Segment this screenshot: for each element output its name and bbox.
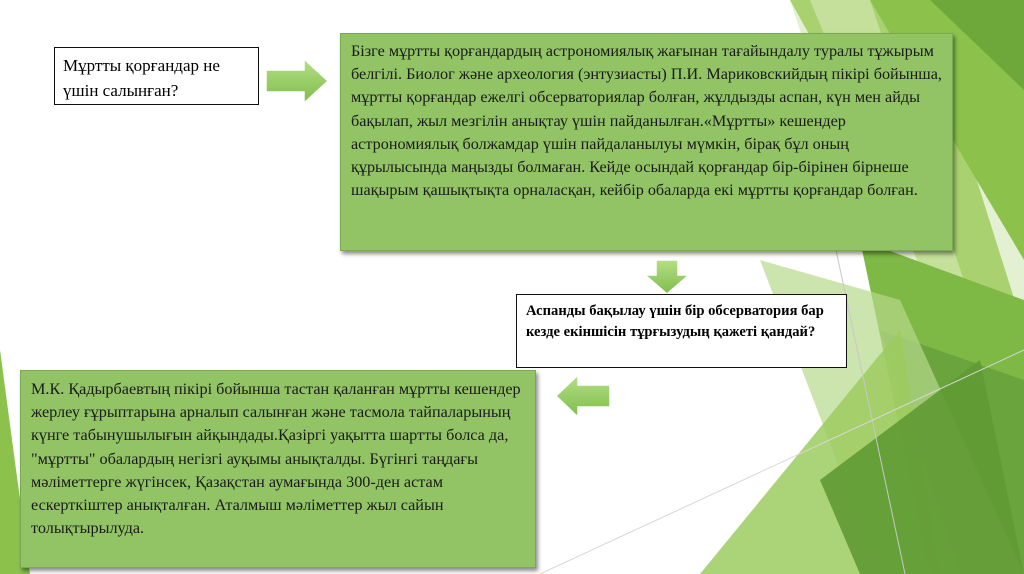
- right-arrow-icon: [264, 58, 330, 104]
- question-1-text: Мұртты қорғандар не үшін салынған?: [63, 56, 220, 100]
- question-box-1: [54, 47, 259, 105]
- left-arrow-icon: [554, 374, 612, 418]
- answer-box-2: [20, 370, 536, 568]
- down-arrow-icon: [644, 259, 690, 295]
- answer-1-text: Бізге мұртты қорғандардың астрономиялық жағынан тағайындалу туралы тұжырым белгілі. Биолог және археология (энтузиасты) П.И. Мариковскийдың пікірі бойынша, мұртты қорғандар ежелгі обсерваториялар болған, жұлдызды аспан, күн мен айды бақылап, жыл мезгілін анықтау үшін пайданылған.«Мұртты» кешендер астрономиялық болжамдар үшін пайдаланылуы мүмкін, бірақ бұл оның құрылысында маңызды болмаған. Кейде осындай қорғандар бір-бірінен бірнеше шақырым қашықтықта орналасқан, кейбір обаларда екі мұртты қорғандар болған.: [351, 42, 942, 200]
- answer-2-text: М.К. Қадырбаевтың пікірі бойынша тастан қаланған мұртты кешендер жерлеу ғұрыптарына арналып салынған және тасмола тайпаларының күнге табынушылығын айқындады.Қазіргі уақытта шартты болса да, "мұртты" обалардың негізгі ауқымы анықталды. Бүгінгі таңдағы мәліметтерге жүгінсек, Қазақстан аумағында 300-ден астам ескерткіштер анықталған. Аталмыш мәліметтер жыл сайын толықтырылуда.: [31, 380, 521, 538]
- question-2-text: Аспанды бақылау үшін бір обсерватория бар кезде екіншісін тұрғызудың қажеті қандай?: [526, 303, 824, 340]
- question-box-2: [516, 294, 847, 368]
- answer-box-1: [340, 33, 953, 251]
